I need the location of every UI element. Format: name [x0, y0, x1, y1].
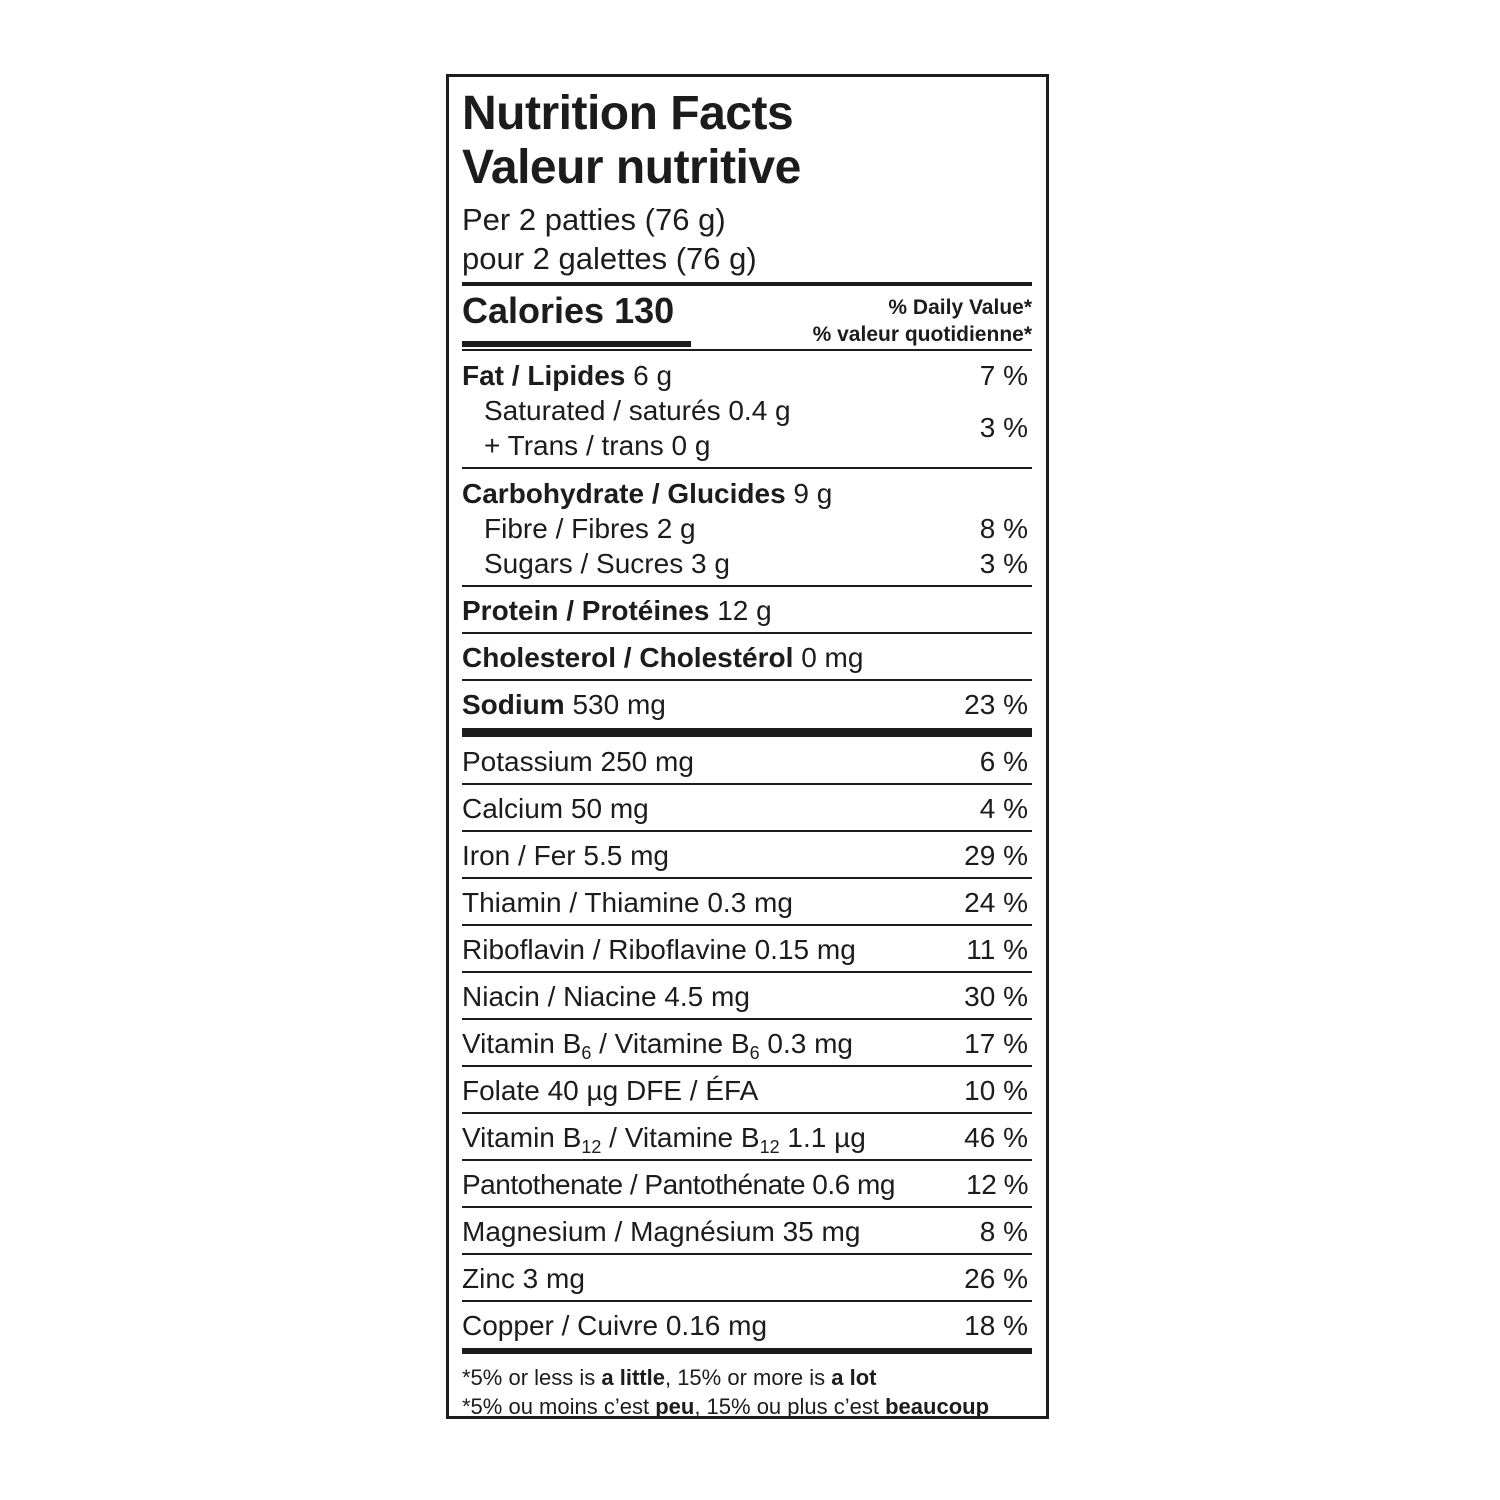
iron-label: Iron / Fer 5.5 mg	[462, 840, 669, 871]
footnote-divider	[462, 1348, 1032, 1354]
vitamin-b12-subscript-fr: 12	[759, 1137, 780, 1157]
calories-line	[462, 290, 675, 331]
potassium-daily-value: 6 %	[979, 746, 1028, 777]
potassium-label: Potassium 250 mg	[462, 746, 694, 777]
riboflavin-label: Riboflavin / Riboflavine 0.15 mg	[462, 934, 856, 965]
vitamin-b6-amount: 0.3 mg	[759, 1028, 853, 1059]
fibre-label: Fibre / Fibres 2 g	[484, 513, 696, 544]
sodium-label: Sodium	[462, 689, 565, 720]
cholesterol-amount: 0 mg	[801, 642, 864, 673]
footnote-fr-beaucoup: beaucoup	[885, 1394, 990, 1419]
fat-daily-value: 7 %	[979, 360, 1028, 391]
niacin-daily-value: 30 %	[964, 981, 1028, 1012]
carbohydrate-amount: 9 g	[793, 478, 833, 509]
magnesium-label: Magnesium / Magnésium 35 mg	[462, 1216, 861, 1247]
vitamin-b12-amount: 1.1 µg	[779, 1122, 866, 1153]
footnote-en-a-lot: a lot	[831, 1365, 877, 1390]
folate-label: Folate 40 µg DFE / ÉFA	[462, 1075, 759, 1106]
vitamin-b6-text-a: Vitamin B	[462, 1028, 582, 1059]
nutrition-facts-table	[446, 74, 1049, 1419]
vitamin-b6-text-b: / Vitamine B	[591, 1028, 750, 1059]
sugars-label: Sugars / Sucres 3 g	[484, 548, 730, 579]
footnote-en-a-little: a little	[601, 1365, 665, 1390]
vitamin-b12-subscript: 12	[581, 1137, 602, 1157]
sodium-daily-value: 23 %	[964, 689, 1028, 720]
row-divider	[462, 877, 1032, 879]
magnesium-daily-value: 8 %	[979, 1216, 1028, 1247]
footnote-french	[462, 1396, 989, 1418]
thiamin-label: Thiamin / Thiamine 0.3 mg	[462, 887, 793, 918]
calories-value: 130	[614, 290, 675, 331]
thiamin-daily-value: 24 %	[964, 887, 1028, 918]
row-divider	[462, 924, 1032, 926]
vitamin-b12-label	[462, 1122, 866, 1157]
vitamin-b6-subscript: 6	[581, 1043, 592, 1063]
footnote-fr-part1: *5% ou moins c’est	[462, 1394, 656, 1419]
protein-amount: 12 g	[717, 595, 772, 626]
zinc-label: Zinc 3 mg	[462, 1263, 585, 1294]
footnote-en-part2: , 15% or more is	[664, 1365, 832, 1390]
row-divider	[462, 971, 1032, 973]
footnote-english	[462, 1367, 876, 1389]
folate-daily-value: 10 %	[964, 1075, 1028, 1106]
vitamin-b12-text-b: / Vitamine B	[601, 1122, 760, 1153]
pantothenate-daily-value: 12 %	[966, 1169, 1028, 1200]
serving-divider	[462, 282, 1032, 286]
vitamin-b12-daily-value: 46 %	[964, 1122, 1028, 1153]
footnote-fr-part2: , 15% ou plus c’est	[694, 1394, 886, 1419]
row-divider	[462, 1253, 1032, 1255]
footnote-fr-peu: peu	[655, 1394, 695, 1419]
row-divider	[462, 783, 1032, 785]
serving-size-french: pour 2 galettes (76 g)	[462, 241, 757, 276]
daily-value-header-english: % Daily Value*	[888, 296, 1032, 319]
footnote-en-part1: *5% or less is	[462, 1365, 602, 1390]
fat-divider	[462, 467, 1032, 469]
protein-label: Protein / Protéines	[462, 595, 710, 626]
vitamin-b12-text-a: Vitamin B	[462, 1122, 582, 1153]
calories-divider	[462, 349, 1032, 351]
calories-label: Calories	[462, 290, 605, 331]
fat-label: Fat / Lipides	[462, 360, 626, 391]
copper-label: Copper / Cuivre 0.16 mg	[462, 1310, 768, 1341]
riboflavin-daily-value: 11 %	[966, 934, 1028, 965]
vitamin-b6-label	[462, 1028, 853, 1063]
title-english: Nutrition Facts	[462, 87, 794, 140]
calories-underline	[462, 341, 691, 347]
row-divider	[462, 1112, 1032, 1114]
row-divider	[462, 1065, 1032, 1067]
cholesterol-label: Cholesterol / Cholestérol	[462, 642, 794, 673]
thick-divider	[462, 728, 1032, 737]
fat-amount: 6 g	[633, 360, 673, 391]
pantothenate-label: Pantothenate / Pantothénate 0.6 mg	[462, 1169, 895, 1200]
row-divider	[462, 1300, 1032, 1302]
vitamin-b6-daily-value: 17 %	[964, 1028, 1028, 1059]
carbohydrate-label: Carbohydrate / Glucides	[462, 478, 786, 509]
calcium-label: Calcium 50 mg	[462, 793, 649, 824]
sodium-amount: 530 mg	[572, 689, 666, 720]
vitamin-b6-subscript-fr: 6	[749, 1043, 760, 1063]
carbohydrate-divider	[462, 585, 1032, 587]
title-french: Valeur nutritive	[462, 141, 801, 194]
cholesterol-divider	[462, 679, 1032, 681]
copper-daily-value: 18 %	[964, 1310, 1028, 1341]
iron-daily-value: 29 %	[964, 840, 1028, 871]
row-divider	[462, 830, 1032, 832]
row-divider	[462, 1206, 1032, 1208]
niacin-label: Niacin / Niacine 4.5 mg	[462, 981, 750, 1012]
protein-divider	[462, 632, 1032, 634]
serving-size-english: Per 2 patties (76 g)	[462, 202, 726, 237]
daily-value-header-french: % valeur quotidienne*	[812, 323, 1032, 346]
calcium-daily-value: 4 %	[979, 793, 1028, 824]
trans-fat-label: + Trans / trans 0 g	[484, 430, 711, 461]
sugars-daily-value: 3 %	[979, 548, 1028, 579]
saturated-fat-label: Saturated / saturés 0.4 g	[484, 395, 791, 426]
zinc-daily-value: 26 %	[964, 1263, 1028, 1294]
saturated-trans-daily-value: 3 %	[979, 412, 1028, 443]
row-divider	[462, 1018, 1032, 1020]
row-divider	[462, 1159, 1032, 1161]
fibre-daily-value: 8 %	[979, 513, 1028, 544]
